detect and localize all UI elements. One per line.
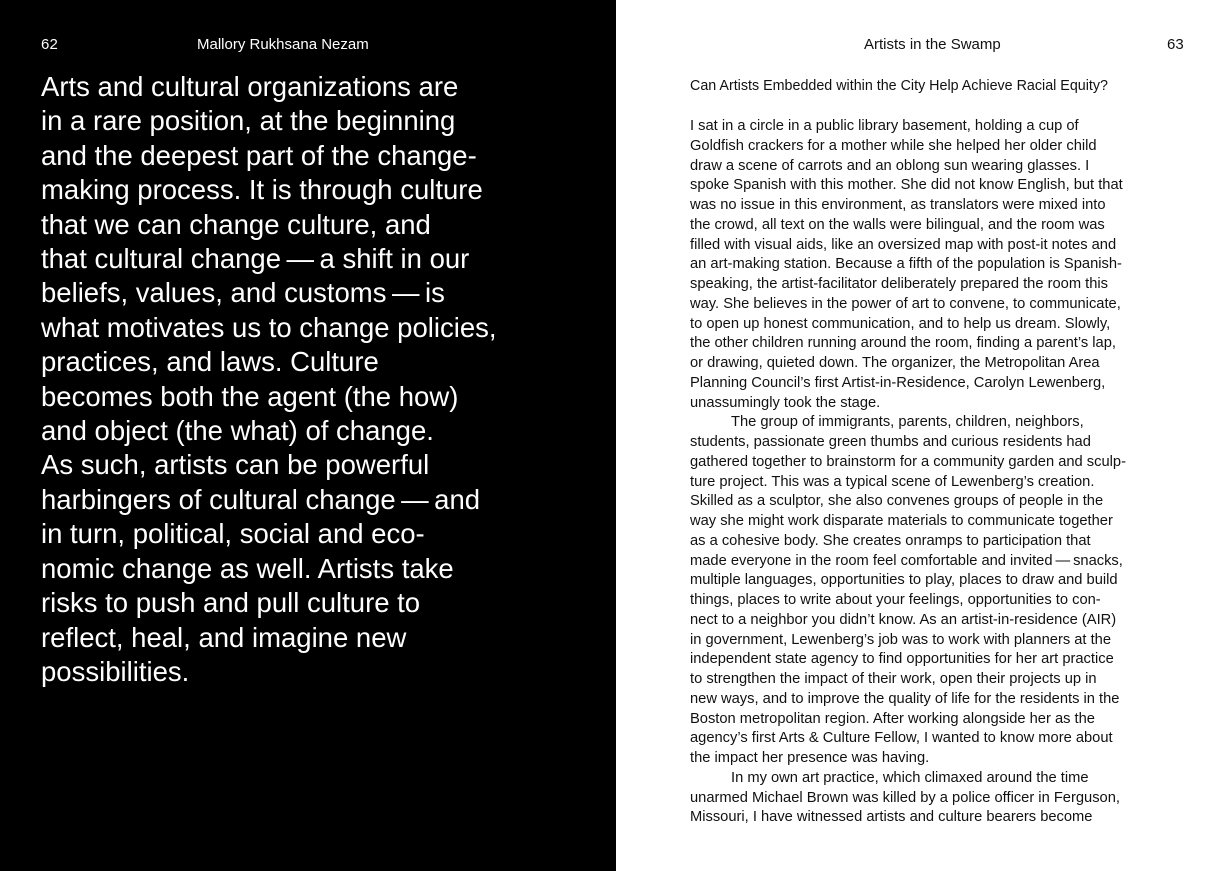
pull-quote-line: Arts and cultural organizations are [41, 71, 459, 102]
running-head-author: Mallory Rukhsana Nezam [197, 36, 369, 53]
body-line: things, places to write about your feelings, opportunities to con- [690, 592, 1101, 608]
body-line: was no issue in this environment, as translators were mixed into [690, 197, 1106, 213]
body-line-paragraph-start: The group of immigrants, parents, children, neighbors, [731, 414, 1084, 431]
body-line: to strengthen the impact of their work, open their projects up in [690, 671, 1097, 687]
body-line: speaking, the artist-facilitator deliberately prepared the room this [690, 276, 1108, 292]
body-line: nect to a neighbor you didn’t know. As an artist-in-residence (AIR) [690, 611, 1117, 628]
running-head-title: Artists in the Swamp [864, 36, 1001, 53]
body-line: the other children running around the room, finding a parent’s lap, [690, 335, 1116, 352]
body-line: the impact her presence was having. [690, 750, 930, 766]
pull-quote-line: in turn, political, social and eco- [41, 518, 425, 550]
body-line: gathered together to brainstorm for a community garden and sculp- [690, 453, 1126, 470]
pull-quote-line: risks to push and pull culture to [41, 587, 421, 619]
page-number-left: 62 [41, 36, 58, 53]
body-line: agency’s first Arts & Culture Fellow, I wanted to know more about [690, 730, 1113, 747]
body-line: I sat in a circle in a public library basement, holding a cup of [690, 118, 1079, 134]
body-line: Goldfish crackers for a mother while she helped her older child [690, 137, 1097, 154]
pull-quote-line: practices, and laws. Culture [41, 346, 379, 378]
section-heading: Can Artists Embedded within the City Help Achieve Racial Equity? [690, 78, 1108, 94]
body-line: made everyone in the room feel comfortable and invited — snacks, [690, 552, 1123, 569]
page-number-right: 63 [1167, 36, 1184, 53]
body-line-paragraph-start: In my own art practice, which climaxed around the time [731, 769, 1089, 786]
body-line: unarmed Michael Brown was killed by a police officer in Ferguson, [690, 789, 1120, 806]
body-line: draw a scene of carrots and an oblong sun wearing glasses. I [690, 157, 1090, 174]
pull-quote-line: and object (the what) of change. [41, 415, 434, 447]
pull-quote-line: what motivates us to change policies, [41, 311, 497, 343]
pull-quote-line: possibilities. [41, 655, 190, 687]
pull-quote-line: beliefs, values, and customs — is [41, 277, 445, 309]
pull-quote-line: that we can change culture, and [41, 208, 431, 240]
right-page [616, 0, 1230, 871]
body-line: or drawing, quieted down. The organizer, the Metropolitan Area [690, 355, 1100, 371]
pull-quote-line: reflect, heal, and imagine new [41, 621, 407, 653]
body-line: students, passionate green thumbs and curious residents had [690, 434, 1091, 450]
body-line: as a cohesive body. She creates onramps to participation that [690, 532, 1091, 549]
body-line: the crowd, all text on the walls were bilingual, and the room was [690, 216, 1105, 233]
body-line: Missouri, I have witnessed artists and culture bearers become [690, 809, 1093, 826]
body-line: filled with visual aids, like an oversized map with post-it notes and [690, 236, 1117, 253]
pull-quote-line: making process. It is through culture [41, 174, 483, 206]
pull-quote-line: nomic change as well. Artists take [41, 552, 454, 584]
pull-quote-line: As such, artists can be powerful [41, 449, 430, 481]
body-line: spoke Spanish with this mother. She did not know English, but that [690, 177, 1123, 194]
body-line: Skilled as a sculptor, she also convenes groups of people in the [690, 493, 1104, 510]
body-line: Boston metropolitan region. After working alongside her as the [690, 710, 1095, 727]
body-text [690, 117, 1200, 828]
body-line: an art-making station. Because a fifth of the population is Spanish- [690, 256, 1122, 273]
pull-quote-line: that cultural change — a shift in our [41, 243, 470, 275]
pull-quote-line: and the deepest part of the change- [41, 139, 477, 171]
pull-quote-line: becomes both the agent (the how) [41, 380, 459, 412]
body-line: way. She believes in the power of art to convene, to communicate, [690, 295, 1121, 312]
pull-quote-line: harbingers of cultural change — and [41, 483, 481, 515]
body-line: new ways, and to improve the quality of life for the residents in the [690, 690, 1120, 707]
body-line: to open up honest communication, and to help us dream. Slowly, [690, 315, 1111, 332]
pull-quote-line: in a rare position, at the beginning [41, 105, 456, 137]
pull-quote [41, 70, 601, 689]
body-line: Planning Council’s first Artist-in-Residence, Carolyn Lewenberg, [690, 374, 1106, 391]
body-line: way she might work disparate materials to communicate together [690, 513, 1113, 529]
body-line: multiple languages, opportunities to play, places to draw and build [690, 572, 1118, 589]
body-line: ture project. This was a typical scene of Lewenberg’s creation. [690, 473, 1095, 490]
body-line: in government, Lewenberg’s job was to work with planners at the [690, 631, 1112, 648]
body-line: independent state agency to find opportunities for her art practice [690, 651, 1114, 668]
body-line: unassumingly took the stage. [690, 394, 881, 411]
